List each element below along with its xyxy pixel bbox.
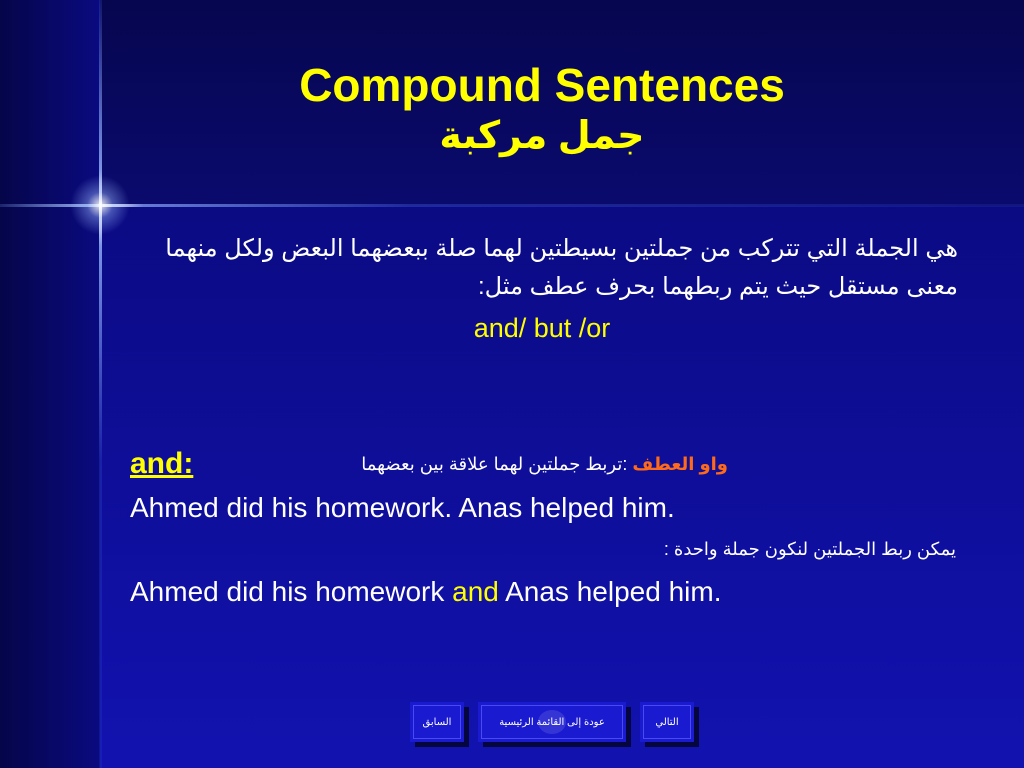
left-panel: [0, 0, 100, 768]
and-description-text: :تربط جملتين لهما علاقة بين بعضهما: [361, 454, 628, 474]
sentence2-conjunction: and: [452, 576, 499, 607]
example-sentence-1: Ahmed did his homework. Anas helped him.: [130, 492, 675, 523]
join-note-arabic: يمكن ربط الجملتين لنكون جملة واحدة :: [663, 539, 956, 559]
slide-title: Compound Sentences: [299, 59, 785, 111]
sentence2-part1: Ahmed did his homework: [130, 576, 453, 607]
star-flare-icon: [70, 175, 130, 235]
conjunctions-list: and/ but /or: [473, 313, 611, 343]
slide-title-arabic: جمل مركبة: [439, 115, 645, 157]
next-button[interactable]: [640, 702, 694, 742]
home-menu-button[interactable]: [478, 702, 626, 742]
and-keyword-arabic: واو العطف: [632, 454, 728, 474]
and-label: and:: [130, 447, 194, 480]
flare-horizontal-line: [0, 204, 1024, 207]
and-description: [280, 450, 728, 478]
previous-button[interactable]: [410, 702, 464, 742]
sentence2-part2: Anas helped him.: [498, 576, 722, 607]
definition-arabic: هي الجملة التي تتركب من جملتين بسيطتين لهما صلة ببعضهما البعض ولكل منهما معنى مستقل حيث يتم ربطهما بحرف عطف مثل:: [165, 235, 958, 300]
example-sentence-2: [130, 574, 721, 610]
previous-button-label: السابق: [422, 716, 452, 728]
home-menu-button-label: عودة إلى القائمة الرئيسية: [499, 716, 605, 728]
next-button-label: التالي: [655, 716, 679, 728]
